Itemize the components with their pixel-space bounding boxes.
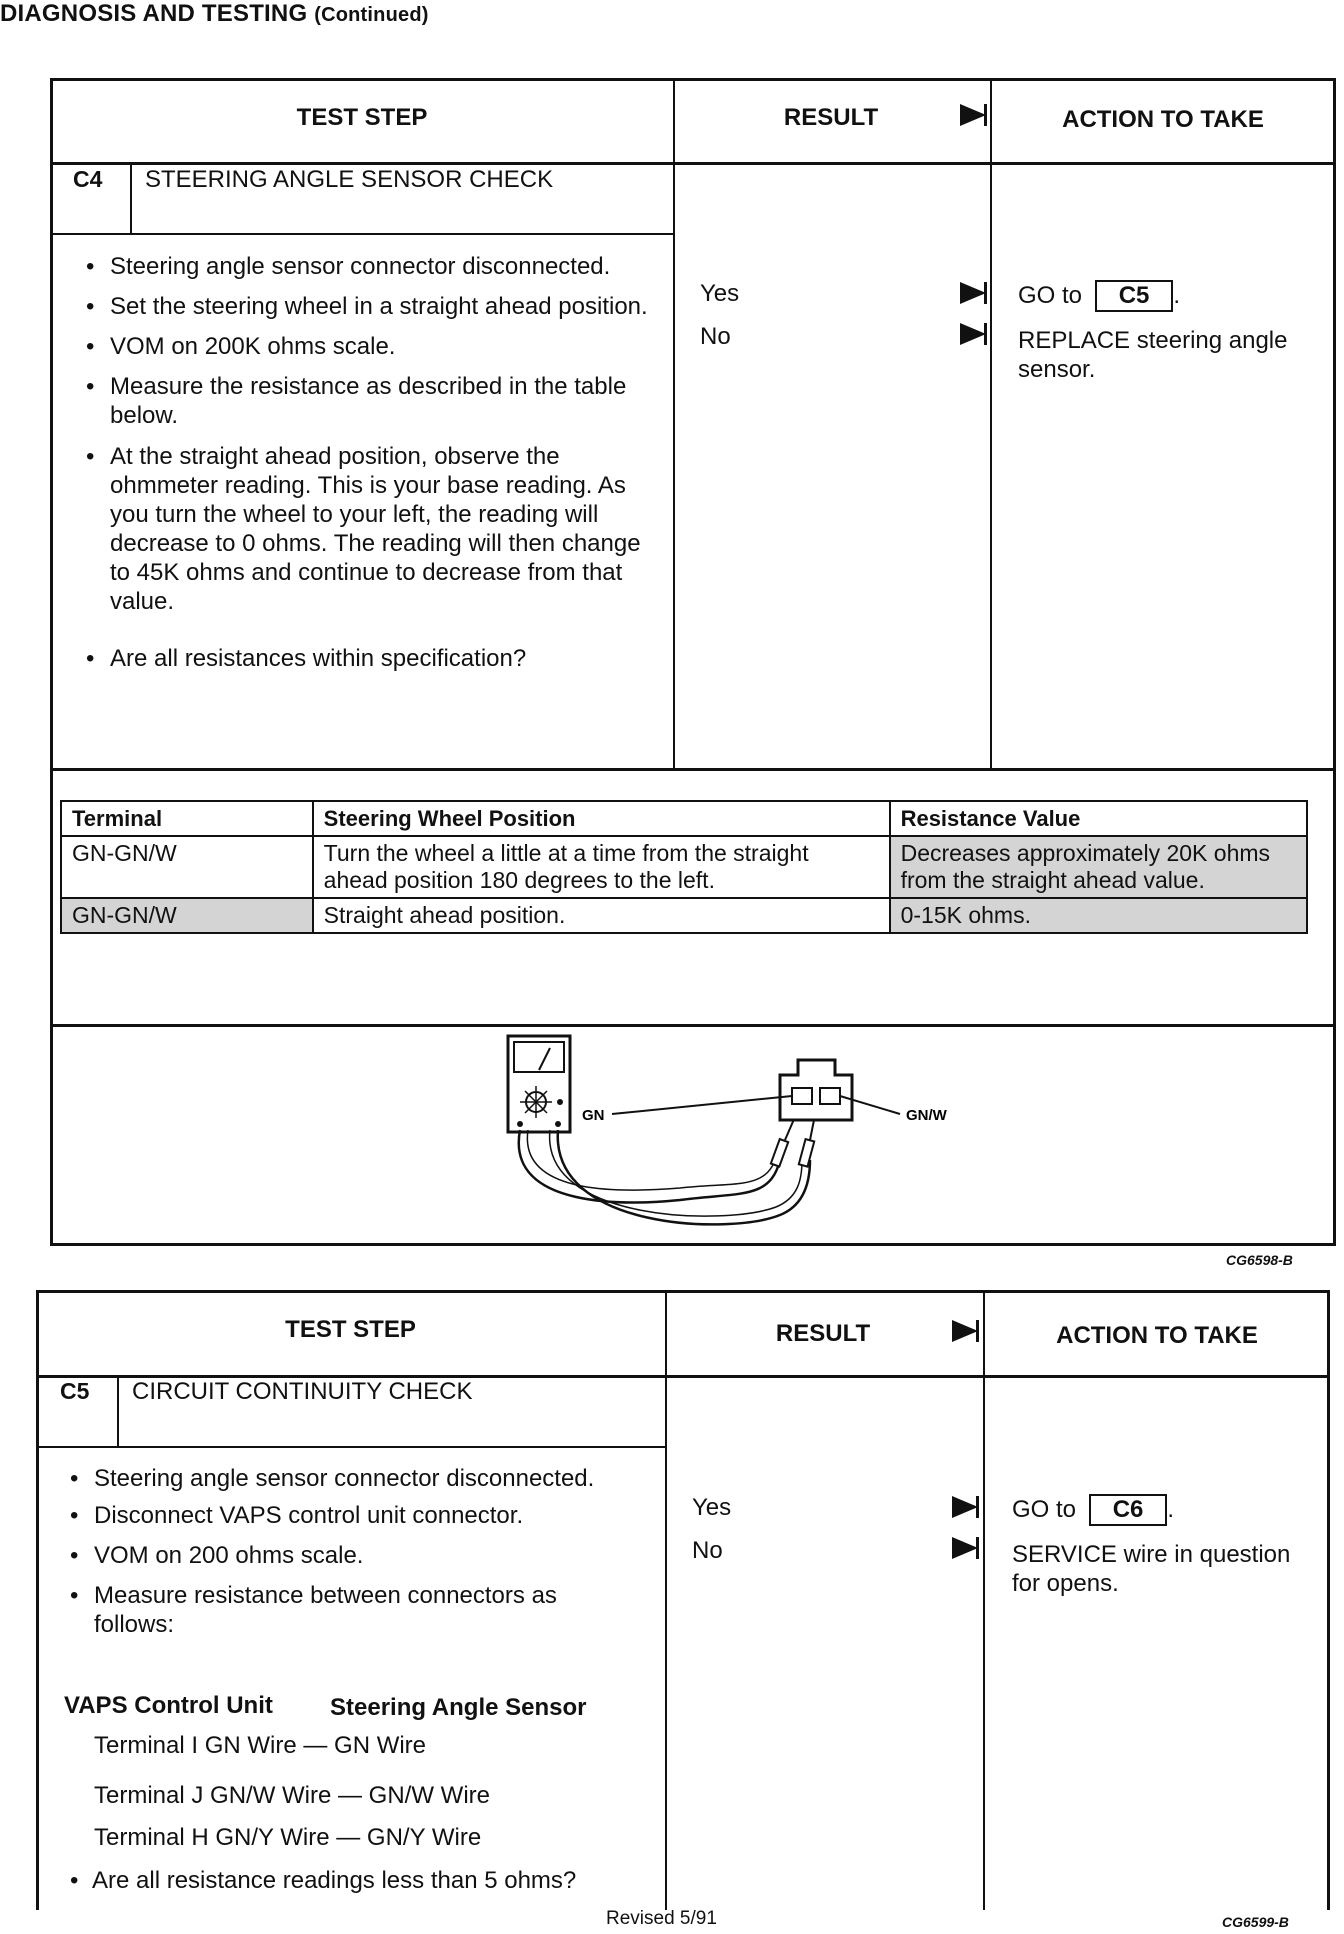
ohmmeter-diagram: [480, 1030, 1000, 1240]
terminal-line: Terminal I GN Wire — GN Wire: [94, 1732, 427, 1759]
c4-header-test-step: TEST STEP: [296, 104, 428, 131]
c4-yes-arrow: [960, 282, 986, 304]
c5-header-action: ACTION TO TAKE: [1056, 1322, 1258, 1349]
c4-title-rule: [50, 233, 674, 235]
c5-step-id: C5: [60, 1378, 90, 1404]
c5-result-no: No: [692, 1537, 723, 1564]
table-row: [61, 836, 1307, 898]
c5-header-test-step: TEST STEP: [285, 1316, 416, 1343]
table-header-cell: Resistance Value: [890, 801, 1307, 836]
sensor-connector: [780, 1060, 852, 1120]
page-title: [0, 0, 429, 28]
c5-yes-arrow: [952, 1496, 978, 1518]
probe-1: [771, 1139, 788, 1167]
probe-2: [799, 1139, 814, 1166]
c4-step-item: • Are all resistances within specification?: [78, 644, 658, 673]
c4-figure-code: CG6598-B: [1226, 1252, 1293, 1268]
c4-step-item: • At the straight ahead position, observe the ohmmeter reading. This is your base reading. As you turn the wheel to your left, the reading will decrease to 0 ohms. The reading will then change to 45K ohms and continue to decrease from that value.: [78, 442, 658, 616]
c4-step-list: [78, 252, 658, 684]
page-title-sub: (Continued): [314, 4, 429, 26]
c4-header-arrow: [960, 104, 986, 126]
c4-step-item: • Measure the resistance as described in the table below.: [78, 372, 658, 430]
table-header-cell: Steering Wheel Position: [313, 801, 890, 836]
c4-action-yes-suffix: .: [1173, 282, 1181, 309]
c4-table-top-rule: [50, 768, 1336, 771]
terminal-line: Terminal H GN/Y Wire — GN/Y Wire: [94, 1824, 482, 1851]
table-header-cell: Terminal: [61, 801, 313, 836]
table-row: [61, 898, 1307, 933]
c4-resistance-table: [60, 800, 1308, 934]
terminal-line: Terminal J GN/W Wire — GN/W Wire: [94, 1782, 490, 1809]
c5-title-rule: [36, 1446, 666, 1448]
c4-step-item: • Set the steering wheel in a straight ahead position.: [78, 292, 658, 321]
c4-step-item: • Steering angle sensor connector disconnected.: [78, 252, 658, 281]
table-cell: GN-GN/W: [61, 836, 313, 898]
c5-step-item: • Measure resistance between connectors as follows:: [62, 1581, 614, 1639]
c4-result-no: No: [700, 323, 731, 350]
c4-no-arrow: [960, 323, 986, 345]
c4-diagram-top-rule: [50, 1024, 1336, 1027]
c5-col-sep-2: [983, 1290, 985, 1910]
test-lead-2-inner: [550, 1130, 802, 1216]
table-cell: Turn the wheel a little at a time from the straight ahead position 180 degrees to the left.: [313, 836, 890, 898]
table-cell: 0-15K ohms.: [890, 898, 1307, 933]
revised-date: Revised 5/91: [606, 1908, 717, 1929]
c5-action-yes-prefix: GO to: [1012, 1496, 1077, 1523]
c5-figure-code: CG6599-B: [1222, 1914, 1289, 1930]
table-cell: Decreases approximately 20K ohms from the straight ahead value.: [890, 836, 1307, 898]
c4-col-sep-1: [673, 78, 675, 770]
c4-action-no: REPLACE steering angle sensor.: [1018, 327, 1288, 383]
c5-action-no: SERVICE wire in question for opens.: [1012, 1541, 1291, 1597]
table-cell: Straight ahead position.: [313, 898, 890, 933]
c5-goto-ref: C6: [1089, 1494, 1168, 1526]
c4-col-sep-2: [990, 78, 992, 770]
c5-step-list: [62, 1464, 652, 1650]
ohmmeter-dial: [514, 1042, 564, 1072]
vaps-header-right: Steering Angle Sensor: [330, 1694, 587, 1721]
c5-action-yes: [1012, 1494, 1174, 1526]
c5-question-list: [62, 1866, 667, 1906]
c5-id-sep: [117, 1375, 119, 1447]
c5-header-result: RESULT: [775, 1320, 871, 1347]
c4-header-rule: [50, 162, 1336, 165]
vaps-header-left: VAPS Control Unit: [64, 1692, 273, 1719]
c5-col-sep-1: [665, 1290, 667, 1910]
wire-label-gnw: GN/W: [906, 1107, 947, 1124]
table-header-row: [61, 801, 1307, 836]
c4-step-title: STEERING ANGLE SENSOR CHECK: [145, 166, 554, 193]
c5-header-arrow: [952, 1320, 978, 1342]
c5-question: • Are all resistance readings less than 5 ohms?: [62, 1866, 667, 1895]
c5-step-item: • Disconnect VAPS control unit connector.: [62, 1501, 652, 1530]
c5-step-item: • VOM on 200 ohms scale.: [62, 1541, 652, 1570]
c4-action-yes: [1018, 280, 1180, 312]
c5-result-yes: Yes: [692, 1494, 732, 1521]
c5-no-arrow: [952, 1537, 978, 1559]
table-cell: GN-GN/W: [61, 898, 313, 933]
c5-step-item: • Steering angle sensor connector disconnected.: [62, 1464, 652, 1493]
c5-action-yes-suffix: .: [1167, 1496, 1175, 1523]
c4-goto-ref: C5: [1095, 280, 1174, 312]
c4-step-item: • VOM on 200K ohms scale.: [78, 332, 658, 361]
c4-id-sep: [130, 162, 132, 234]
c5-step-title: CIRCUIT CONTINUITY CHECK: [132, 1378, 473, 1405]
test-lead-1-inner: [527, 1130, 776, 1190]
c4-action-yes-prefix: GO to: [1018, 282, 1083, 309]
c4-header-action: ACTION TO TAKE: [1062, 106, 1264, 133]
c4-result-yes: Yes: [700, 280, 740, 307]
c4-header-result: RESULT: [783, 104, 879, 131]
page-title-main: DIAGNOSIS AND TESTING: [0, 0, 308, 27]
wire-label-gn: GN: [582, 1107, 605, 1124]
c4-step-id: C4: [73, 166, 103, 192]
